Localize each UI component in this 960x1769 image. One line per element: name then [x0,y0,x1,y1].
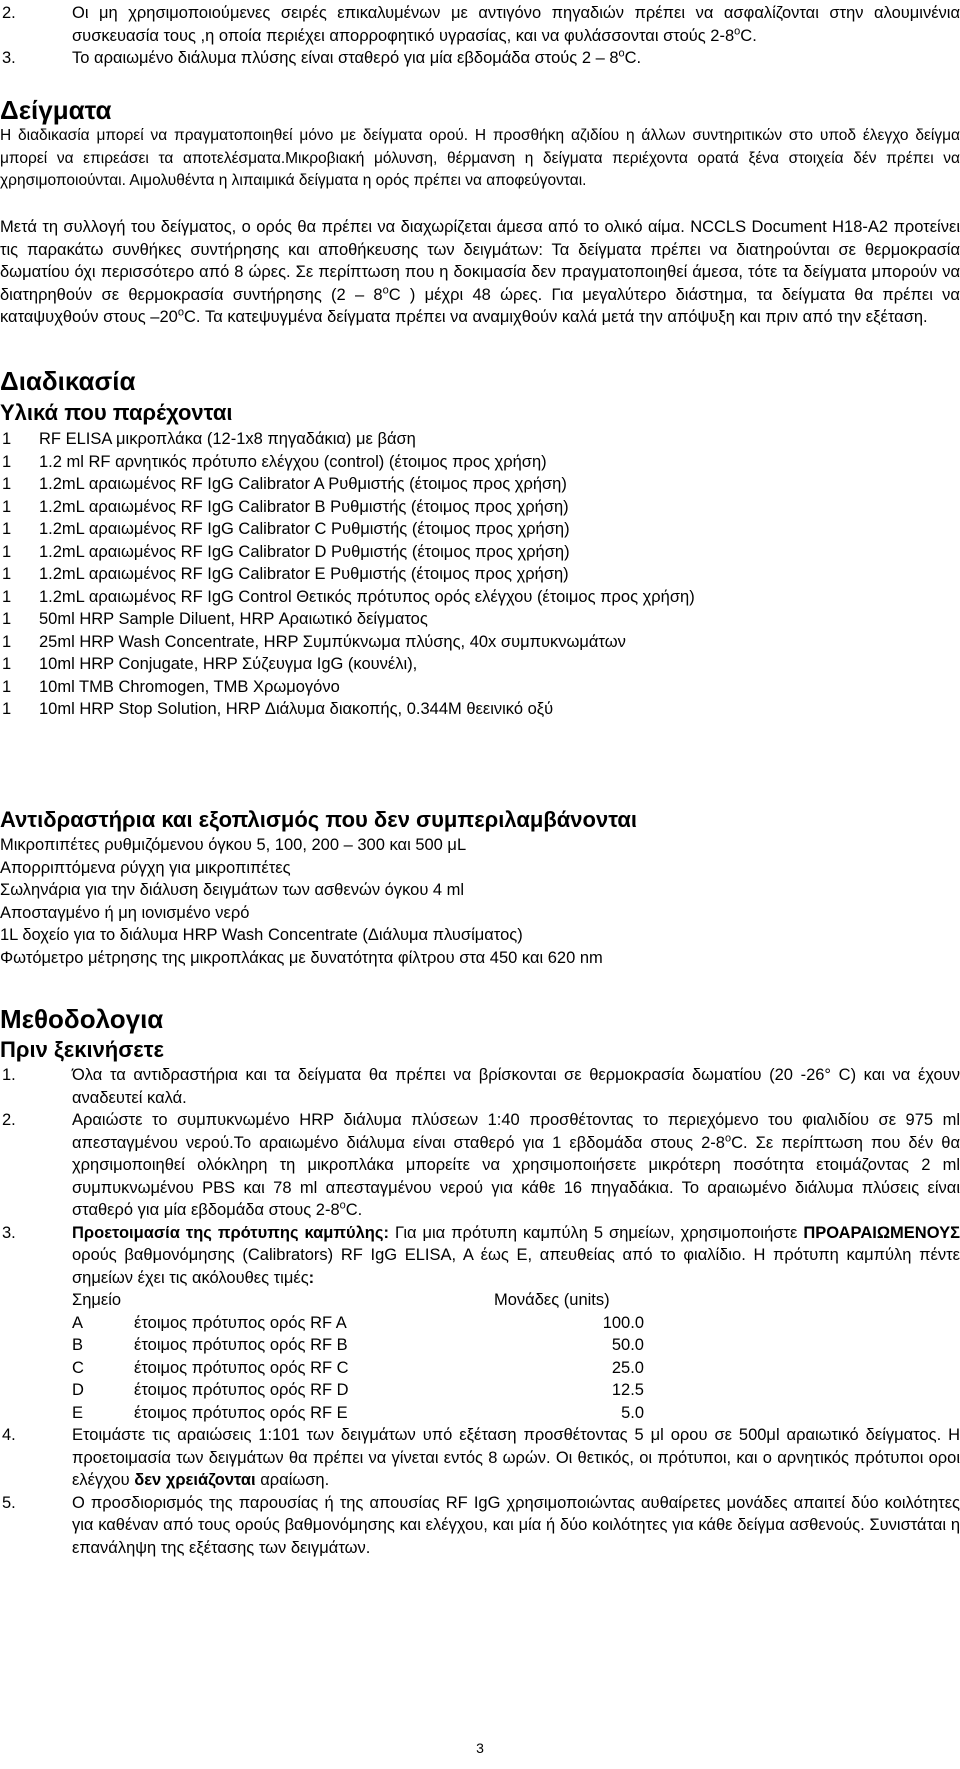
list-item: 1 25ml HRP Wash Concentrate, HRP Συμπύκνωμα πλύσης, 40x συμπυκνωμάτων [2,632,626,651]
table-row: E έτοιμος πρότυπος ορός RF E 5.0 [72,1403,644,1422]
before-start-heading: Πριν ξεκινήσετε [0,1037,165,1062]
list-item [0,47,960,70]
methodology-heading: Μεθοδολογια [0,1004,164,1034]
list-item: 1 RF ELISA μικροπλάκα (12-1x8 πηγαδάκια) με βάση [2,430,416,448]
list-number: 2. [2,4,16,22]
methodology-steps [0,1064,960,1559]
list-item: 1 1.2mL αραιωμένος RF IgG Calibrator B Ρυθμιστής (έτοιμος προς χρήση) [2,497,569,516]
list-item: Μικροπιπέτες ρυθμιζόμενου όγκου 5, 100, 200 – 300 και 500 μL [0,836,467,854]
table-row: D έτοιμος πρότυπος ορός RF D 12.5 [72,1381,644,1399]
step-2: 2. Αραιώστε το συμπυκνωμένο HRP διάλυμα πλύσεων 1:40 προσθέτοντας το περιεχόμενο του φιαλιδίου σε 975 ml απεσταγμένου νερού.Το αραιωμένο διάλυμα είναι σταθερό για 1 εβδομάδα στους 2-8$^o$C. Σε περίπτωση που δέν θα χρησιμοποιηθεί ολόκληρη τη μικροπλάκα μπορείτε να χρησιμοποιήσετε μικρότερη ποσότητα ετοιμάζοντας 2 ml συμπυκνωμένου PBS και 78 ml απεσταγμένου νερού για κάθε 16 πηγαδάκια. Το αραιωμένο διάλυμα πλύσεις είναι σταθερό για μία εβδομάδα στους 2-8$^o$C. [2,1111,960,1219]
list-item: 1 1.2mL αραιωμένος RF IgG Calibrator D Ρυθμιστής (έτοιμος προς χρήση) [2,542,570,561]
list-text: Οι μη χρησιμοποιούμενες σειρές επικαλυμένων με αντιγόνο πηγαδιών πρέπει να ασφαλίζονται στην αλουμινένια συσκευασία τους ,η οποία περιέχει απορροφητικό υγρασίας, και να φυλάσσονται στούς 2-8$^o$C. [72,4,960,45]
list-item: 1L δοχείο για το διάλυμα HRP Wash Concentrate (Διάλυμα πλυσίματος) [0,926,523,944]
step-5: 5. Ο προσδιορισμός της παρουσίας ή της απουσίας RF IgG χρησιμοποιώντας αυθαίρετες μονάδες απαιτεί δύο κοιλότητες για καθέναν από τους ορούς βαθμονόμησης και ελέγχου, και μία ή δύο κοιλότητες για κάθε δείγμα ασθενούς. Συνιστάται η επανάληψη της εξέτασης των δειγμάτων. [2,1493,960,1557]
list-item: Απορριπτόμενα ρύγχη για μικροπιπέτες [0,858,291,877]
list-item: Φωτόμετρο μέτρησης της μικροπλάκας με δυνατότητα φίλτρου στα 450 και 620 nm [0,948,603,967]
list-item: 1 10ml TMB Chromogen, TMB Χρωμογόνο [2,677,340,696]
list-text: Το αραιωμένο διάλυμα πλύσης είναι σταθερό για μία εβδομάδα στούς 2 – 8$^o$C. [72,47,642,67]
list-item: 1 10ml HRP Conjugate, HRP Σύζευγμα IgG (κουνέλι), [2,655,418,673]
step-3: 3. Προετοιμασία της πρότυπης καμπύλης: Για μια πρότυπη καμπύλη 5 σημείων, χρησιμοποιήστε ΠΡΟΑΡΑΙΩΜΕΝΟΥΣ ορούς βαθμονόμησης (Calibrators) RF IgG ELISA, A έως E, απευθείας από το φιαλίδιο. Η πρότυπη καμπύλη πέντε σημείων έχει τις ακόλουθες τιμές: [2,1223,960,1287]
samples-heading: Δείγματα [0,95,112,125]
table-header: Σημείο Μονάδες (units) [72,1291,610,1309]
procedure-heading: Διαδικασία [0,366,136,396]
calibrator-table-wrap [0,1289,960,1424]
list-item: 1 1.2mL αραιωμένος RF IgG Calibrator E Ρυθμιστής (έτοιμος προς χρήση) [2,565,569,583]
list-item: Σωληνάρια για την διάλυση δειγμάτων των ασθενών όγκου 4 ml [0,881,465,899]
provided-materials-heading: Υλικά που παρέχονται [0,400,233,425]
list-item: 1 1.2mL αραιωμένος RF IgG Calibrator C Ρυθμιστής (έτοιμος προς χρήση) [2,520,570,538]
table-row: A έτοιμος πρότυπος ορός RF A 100.0 [72,1313,644,1332]
page-number: 3 [476,1740,484,1756]
list-item [0,2,960,47]
provided-materials-list [0,428,960,721]
list-item: Αποσταγμένο ή μη ιονισμένο νερό [0,903,250,922]
storage-list [0,2,960,70]
calibrator-table [72,1289,960,1424]
not-included-list [0,834,960,969]
samples-paragraph-2: Μετά τη συλλογή του δείγματος, ο ορός θα πρέπει να διαχωρίζεται άμεσα από το ολικό αίμα. NCCLS Document H18-A2 προτείνει τις παρακάτω συνθήκες συντήρησης και αποθήκευσης των δειγμάτων: Τα δείγματα πρέπει να διατηρούνται σε θερμοκρασία δωματίου όχι περισσότερο από 8 ώρες. Σε περίπτωση που η δοκιμασία δεν πραγματοποιηθεί άμεσα, τότε τα δείγματα μπορούν να διατηρηθούν σε θερμοκρασία συντήρησης (2 – 8$^o$C ) μέχρι 48 ώρες. Για μεγαλύτερο διάστημα, τα δείγματα θα πρέπει να καταψυχθούν στους –20$^o$C. Τα κατεψυγμένα δείγματα πρέπει να αναμιχθούν καλά μετά την απόψυξη και πριν από την εξέταση. [0,218,960,326]
samples-paragraph-1: Η διαδικασία μπορεί να πραγματοποιηθεί μόνο με δείγματα ορού. Η προσθήκη αζιδίου η άλλων συντηριτικών στο υποδ έλεγχο δείγμα μπορεί να επιρεάσει τα αποτελέσματα.Μικροβιακή μόλυνση, θέρμανση η δείγματα περιέχοντα ορατά ξένα στοιχεία δέν πρέπει να χρησιμοποιούνται. Αιμολυθέντα η λιπαιμικά δείγματα η ορός πρέπει να αποφεύγονται. [0,127,960,189]
list-item: 1 1.2mL αραιωμένος RF IgG Calibrator A Ρυθμιστής (έτοιμος προς χρήση) [2,475,567,493]
table-row: C έτοιμος πρότυπος ορός RF C 25.0 [72,1358,644,1377]
step-1: 1. Όλα τα αντιδραστήρια και τα δείγματα θα πρέπει να βρίσκονται σε θερμοκρασία δωματίου (20 -26° C) και να έχουν αναδευτεί καλά. [2,1066,960,1107]
step-4: 4. Ετοιμάστε τις αραιώσεις 1:101 των δειγμάτων υπό εξέταση προσθέτοντας 5 μl ορου σε 500μl αραιωτικό δείγματος. Η προετοιμασία των δειγμάτων θα πρέπει να γίνεται εντός 8 ωρών. Οι θετικός, οι πρότυποι, και ο αρνητικός πρότυποι οροι ελέγχου δεν χρειάζονται αραίωση. [2,1426,960,1489]
list-item: 1 1.2mL αραιωμένος RF IgG Control Θετικός πρότυπος ορός ελέγχου (έτοιμος προς χρήση) [2,587,695,606]
list-number: 3. [2,49,16,67]
table-row: B έτοιμος πρότυπος ορός RF B 50.0 [72,1336,644,1354]
list-item: 1 10ml HRP Stop Solution, HRP Διάλυμα διακοπής, 0.344M θεεινικό οξύ [2,700,554,718]
list-item: 1 50ml HRP Sample Diluent, HRP Αραιωτικό δείγματος [2,610,428,628]
not-included-heading: Αντιδραστήρια και εξοπλισμός που δεν συμπεριλαμβάνονται [0,807,638,832]
list-item: 1 1.2 ml RF αρνητικός πρότυπο ελέγχου (control) (έτοιμος προς χρήση) [2,452,547,471]
